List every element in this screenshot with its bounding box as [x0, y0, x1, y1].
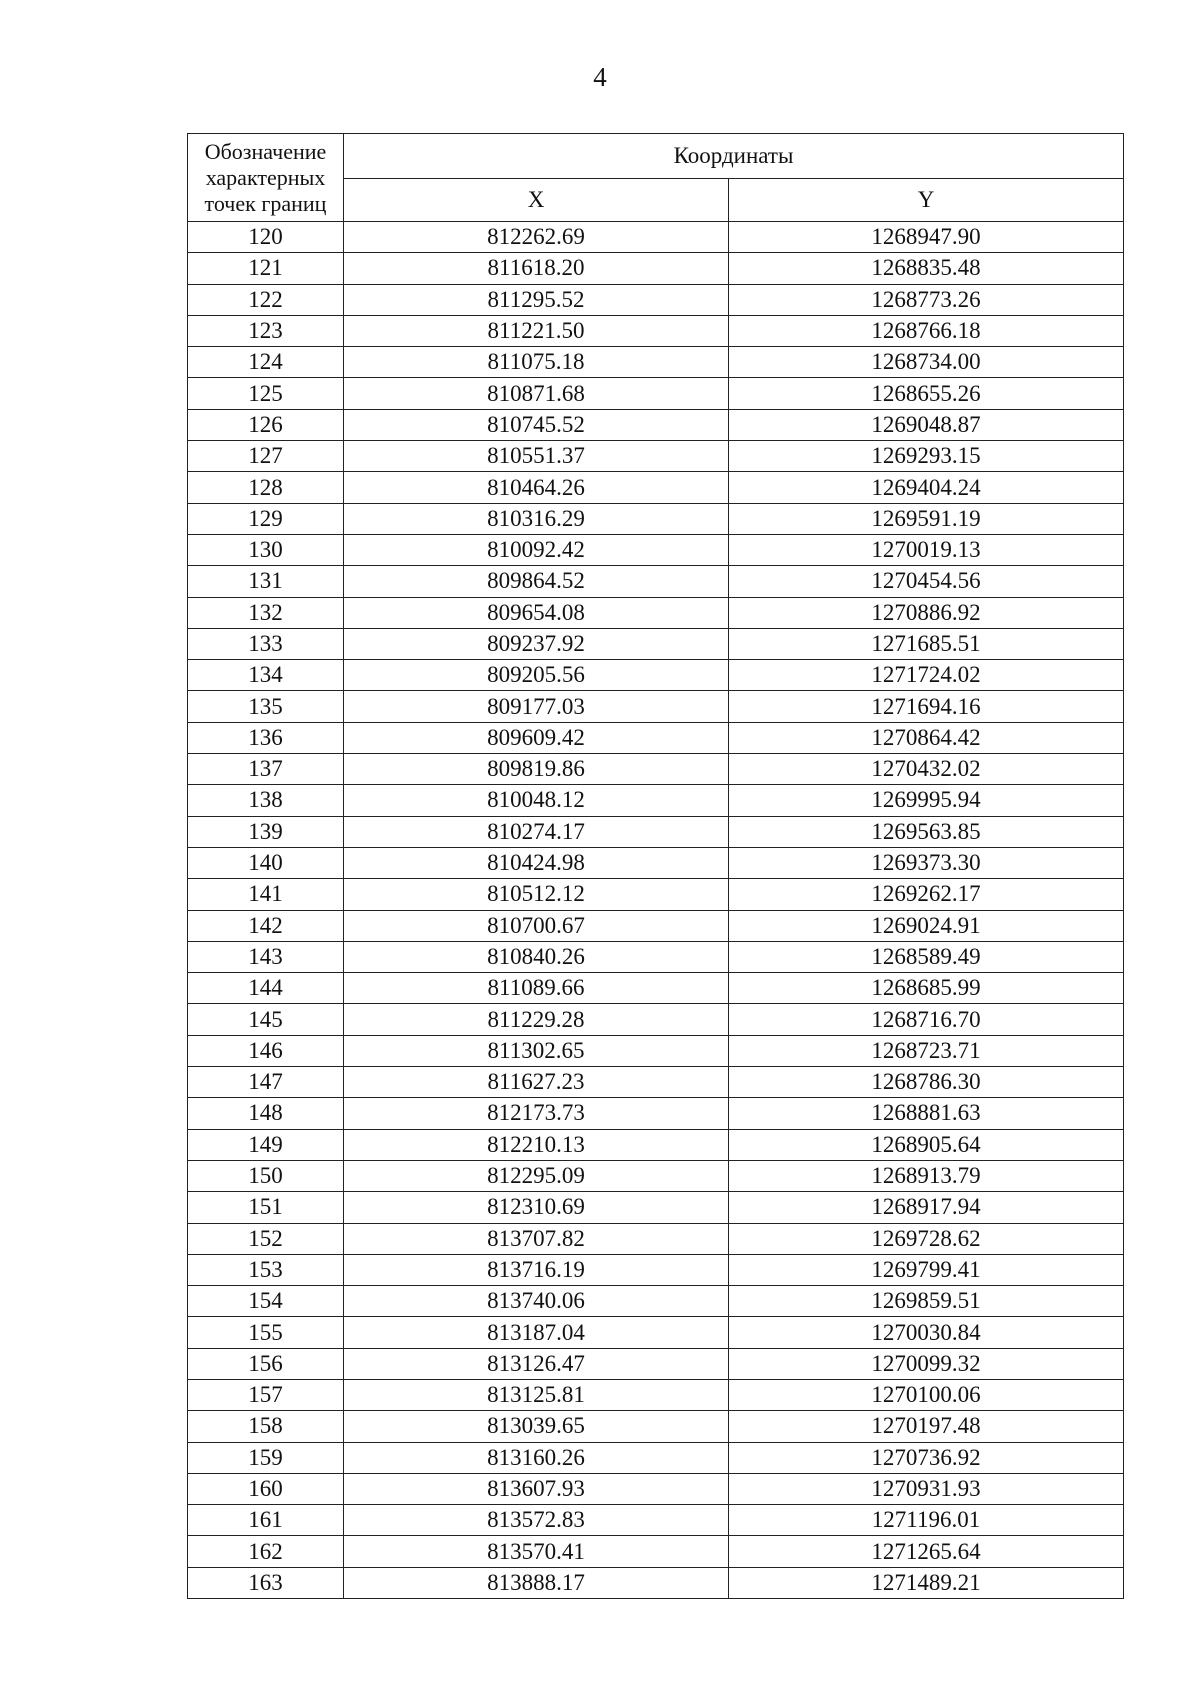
point-cell: 142	[188, 910, 344, 941]
point-cell: 139	[188, 816, 344, 847]
x-coordinate-cell: 813707.82	[344, 1223, 729, 1254]
table-row	[188, 1286, 1124, 1317]
table-row	[188, 816, 1124, 847]
x-coordinate-cell: 812210.13	[344, 1129, 729, 1160]
x-coordinate-cell: 811229.28	[344, 1004, 729, 1035]
point-cell: 129	[188, 503, 344, 534]
x-coordinate-cell: 811221.50	[344, 315, 729, 346]
point-cell: 137	[188, 754, 344, 785]
y-coordinate-cell: 1270030.84	[729, 1317, 1124, 1348]
x-coordinate-cell: 813716.19	[344, 1254, 729, 1285]
point-cell: 157	[188, 1379, 344, 1410]
table-row	[188, 534, 1124, 565]
point-cell: 138	[188, 785, 344, 816]
y-column-header: Y	[729, 179, 1124, 222]
x-coordinate-cell: 809237.92	[344, 628, 729, 659]
y-coordinate-cell: 1268881.63	[729, 1098, 1124, 1129]
y-coordinate-cell: 1269293.15	[729, 441, 1124, 472]
point-cell: 150	[188, 1160, 344, 1191]
y-coordinate-cell: 1269728.62	[729, 1223, 1124, 1254]
table-row	[188, 472, 1124, 503]
point-cell: 160	[188, 1473, 344, 1504]
table-row	[188, 284, 1124, 315]
point-cell: 136	[188, 722, 344, 753]
x-coordinate-cell: 811627.23	[344, 1067, 729, 1098]
table-row	[188, 1567, 1124, 1598]
table-row	[188, 847, 1124, 878]
y-coordinate-cell: 1270432.02	[729, 754, 1124, 785]
point-cell: 122	[188, 284, 344, 315]
table-row	[188, 628, 1124, 659]
y-coordinate-cell: 1271724.02	[729, 660, 1124, 691]
x-coordinate-cell: 813607.93	[344, 1473, 729, 1504]
table-row	[188, 660, 1124, 691]
x-coordinate-cell: 810464.26	[344, 472, 729, 503]
point-cell: 132	[188, 597, 344, 628]
point-cell: 144	[188, 973, 344, 1004]
y-coordinate-cell: 1270100.06	[729, 1379, 1124, 1410]
point-cell: 141	[188, 879, 344, 910]
point-cell: 131	[188, 566, 344, 597]
table-row	[188, 441, 1124, 472]
x-coordinate-cell: 809205.56	[344, 660, 729, 691]
point-cell: 121	[188, 253, 344, 284]
point-cell: 156	[188, 1348, 344, 1379]
table-row	[188, 691, 1124, 722]
x-coordinate-cell: 813126.47	[344, 1348, 729, 1379]
point-cell: 149	[188, 1129, 344, 1160]
table-row	[188, 1223, 1124, 1254]
table-row	[188, 973, 1124, 1004]
y-coordinate-cell: 1268685.99	[729, 973, 1124, 1004]
x-coordinate-cell: 811618.20	[344, 253, 729, 284]
table-row	[188, 378, 1124, 409]
x-coordinate-cell: 809864.52	[344, 566, 729, 597]
table-row	[188, 253, 1124, 284]
table-row	[188, 347, 1124, 378]
x-coordinate-cell: 812262.69	[344, 222, 729, 253]
point-cell: 125	[188, 378, 344, 409]
table-row	[188, 597, 1124, 628]
point-cell: 145	[188, 1004, 344, 1035]
table-row	[188, 879, 1124, 910]
x-coordinate-cell: 812310.69	[344, 1192, 729, 1223]
point-cell: 159	[188, 1442, 344, 1473]
y-coordinate-cell: 1269591.19	[729, 503, 1124, 534]
y-coordinate-cell: 1269048.87	[729, 409, 1124, 440]
x-coordinate-cell: 813125.81	[344, 1379, 729, 1410]
x-coordinate-cell: 811302.65	[344, 1035, 729, 1066]
y-coordinate-cell: 1268589.49	[729, 941, 1124, 972]
table-row	[188, 222, 1124, 253]
table-row	[188, 1473, 1124, 1504]
table-row	[188, 315, 1124, 346]
y-coordinate-cell: 1270454.56	[729, 566, 1124, 597]
point-cell: 124	[188, 347, 344, 378]
x-coordinate-cell: 813572.83	[344, 1505, 729, 1536]
point-column-header: Обозначение характерных точек границ	[188, 134, 344, 222]
table-row	[188, 1098, 1124, 1129]
x-coordinate-cell: 810424.98	[344, 847, 729, 878]
y-coordinate-cell: 1268655.26	[729, 378, 1124, 409]
x-coordinate-cell: 811089.66	[344, 973, 729, 1004]
table-header-row	[188, 134, 1124, 179]
table-body	[188, 222, 1124, 1599]
y-coordinate-cell: 1268723.71	[729, 1035, 1124, 1066]
x-coordinate-cell: 809609.42	[344, 722, 729, 753]
x-coordinate-cell: 812173.73	[344, 1098, 729, 1129]
x-coordinate-cell: 813039.65	[344, 1411, 729, 1442]
x-coordinate-cell: 813888.17	[344, 1567, 729, 1598]
y-coordinate-cell: 1270931.93	[729, 1473, 1124, 1504]
point-cell: 155	[188, 1317, 344, 1348]
y-coordinate-cell: 1268917.94	[729, 1192, 1124, 1223]
point-cell: 148	[188, 1098, 344, 1129]
y-coordinate-cell: 1270886.92	[729, 597, 1124, 628]
table-row	[188, 1254, 1124, 1285]
page-number: 4	[593, 62, 607, 92]
y-coordinate-cell: 1270736.92	[729, 1442, 1124, 1473]
y-coordinate-cell: 1269563.85	[729, 816, 1124, 847]
x-coordinate-cell: 811295.52	[344, 284, 729, 315]
point-cell: 123	[188, 315, 344, 346]
table-row	[188, 1505, 1124, 1536]
point-cell: 161	[188, 1505, 344, 1536]
y-coordinate-cell: 1268913.79	[729, 1160, 1124, 1191]
x-coordinate-cell: 810048.12	[344, 785, 729, 816]
y-coordinate-cell: 1268716.70	[729, 1004, 1124, 1035]
point-cell: 128	[188, 472, 344, 503]
x-coordinate-cell: 810274.17	[344, 816, 729, 847]
x-coordinate-cell: 811075.18	[344, 347, 729, 378]
coordinates-header: Координаты	[344, 134, 1124, 179]
x-coordinate-cell: 813570.41	[344, 1536, 729, 1567]
point-cell: 120	[188, 222, 344, 253]
x-coordinate-cell: 812295.09	[344, 1160, 729, 1191]
point-cell: 133	[188, 628, 344, 659]
y-coordinate-cell: 1269024.91	[729, 910, 1124, 941]
point-cell: 163	[188, 1567, 344, 1598]
y-coordinate-cell: 1269404.24	[729, 472, 1124, 503]
table-row	[188, 1192, 1124, 1223]
y-coordinate-cell: 1270864.42	[729, 722, 1124, 753]
table-row	[188, 1411, 1124, 1442]
table-row	[188, 1442, 1124, 1473]
point-cell: 140	[188, 847, 344, 878]
table-row	[188, 1536, 1124, 1567]
y-coordinate-cell: 1271265.64	[729, 1536, 1124, 1567]
y-coordinate-cell: 1271694.16	[729, 691, 1124, 722]
point-cell: 143	[188, 941, 344, 972]
table-row	[188, 503, 1124, 534]
y-coordinate-cell: 1268734.00	[729, 347, 1124, 378]
point-cell: 154	[188, 1286, 344, 1317]
table-row	[188, 1129, 1124, 1160]
point-cell: 152	[188, 1223, 344, 1254]
x-coordinate-cell: 810512.12	[344, 879, 729, 910]
y-coordinate-cell: 1269799.41	[729, 1254, 1124, 1285]
point-cell: 126	[188, 409, 344, 440]
table-row	[188, 1348, 1124, 1379]
table-row	[188, 910, 1124, 941]
point-cell: 146	[188, 1035, 344, 1066]
y-coordinate-cell: 1271196.01	[729, 1505, 1124, 1536]
x-coordinate-cell: 810316.29	[344, 503, 729, 534]
point-cell: 151	[188, 1192, 344, 1223]
point-cell: 127	[188, 441, 344, 472]
table-row	[188, 1317, 1124, 1348]
table-row	[188, 409, 1124, 440]
x-coordinate-cell: 809177.03	[344, 691, 729, 722]
table-row	[188, 754, 1124, 785]
x-coordinate-cell: 813160.26	[344, 1442, 729, 1473]
y-coordinate-cell: 1268835.48	[729, 253, 1124, 284]
x-column-header: X	[344, 179, 729, 222]
y-coordinate-cell: 1269995.94	[729, 785, 1124, 816]
x-coordinate-cell: 810871.68	[344, 378, 729, 409]
y-coordinate-cell: 1270019.13	[729, 534, 1124, 565]
point-cell: 153	[188, 1254, 344, 1285]
point-cell: 147	[188, 1067, 344, 1098]
y-coordinate-cell: 1269373.30	[729, 847, 1124, 878]
table-row	[188, 1035, 1124, 1066]
table-row	[188, 941, 1124, 972]
point-cell: 162	[188, 1536, 344, 1567]
point-cell: 134	[188, 660, 344, 691]
y-coordinate-cell: 1270197.48	[729, 1411, 1124, 1442]
y-coordinate-cell: 1270099.32	[729, 1348, 1124, 1379]
point-cell: 135	[188, 691, 344, 722]
table-row	[188, 1160, 1124, 1191]
x-coordinate-cell: 810092.42	[344, 534, 729, 565]
y-coordinate-cell: 1268947.90	[729, 222, 1124, 253]
x-coordinate-cell: 813740.06	[344, 1286, 729, 1317]
coordinates-table	[187, 133, 1124, 1599]
x-coordinate-cell: 810745.52	[344, 409, 729, 440]
x-coordinate-cell: 810551.37	[344, 441, 729, 472]
x-coordinate-cell: 810700.67	[344, 910, 729, 941]
table-row	[188, 1379, 1124, 1410]
x-coordinate-cell: 813187.04	[344, 1317, 729, 1348]
x-coordinate-cell: 809654.08	[344, 597, 729, 628]
x-coordinate-cell: 810840.26	[344, 941, 729, 972]
y-coordinate-cell: 1268786.30	[729, 1067, 1124, 1098]
table-row	[188, 1067, 1124, 1098]
x-coordinate-cell: 809819.86	[344, 754, 729, 785]
table-row	[188, 785, 1124, 816]
point-cell: 130	[188, 534, 344, 565]
y-coordinate-cell: 1268773.26	[729, 284, 1124, 315]
y-coordinate-cell: 1271489.21	[729, 1567, 1124, 1598]
table-row	[188, 566, 1124, 597]
point-cell: 158	[188, 1411, 344, 1442]
y-coordinate-cell: 1271685.51	[729, 628, 1124, 659]
table-row	[188, 1004, 1124, 1035]
y-coordinate-cell: 1268766.18	[729, 315, 1124, 346]
y-coordinate-cell: 1269262.17	[729, 879, 1124, 910]
table-row	[188, 722, 1124, 753]
y-coordinate-cell: 1269859.51	[729, 1286, 1124, 1317]
y-coordinate-cell: 1268905.64	[729, 1129, 1124, 1160]
